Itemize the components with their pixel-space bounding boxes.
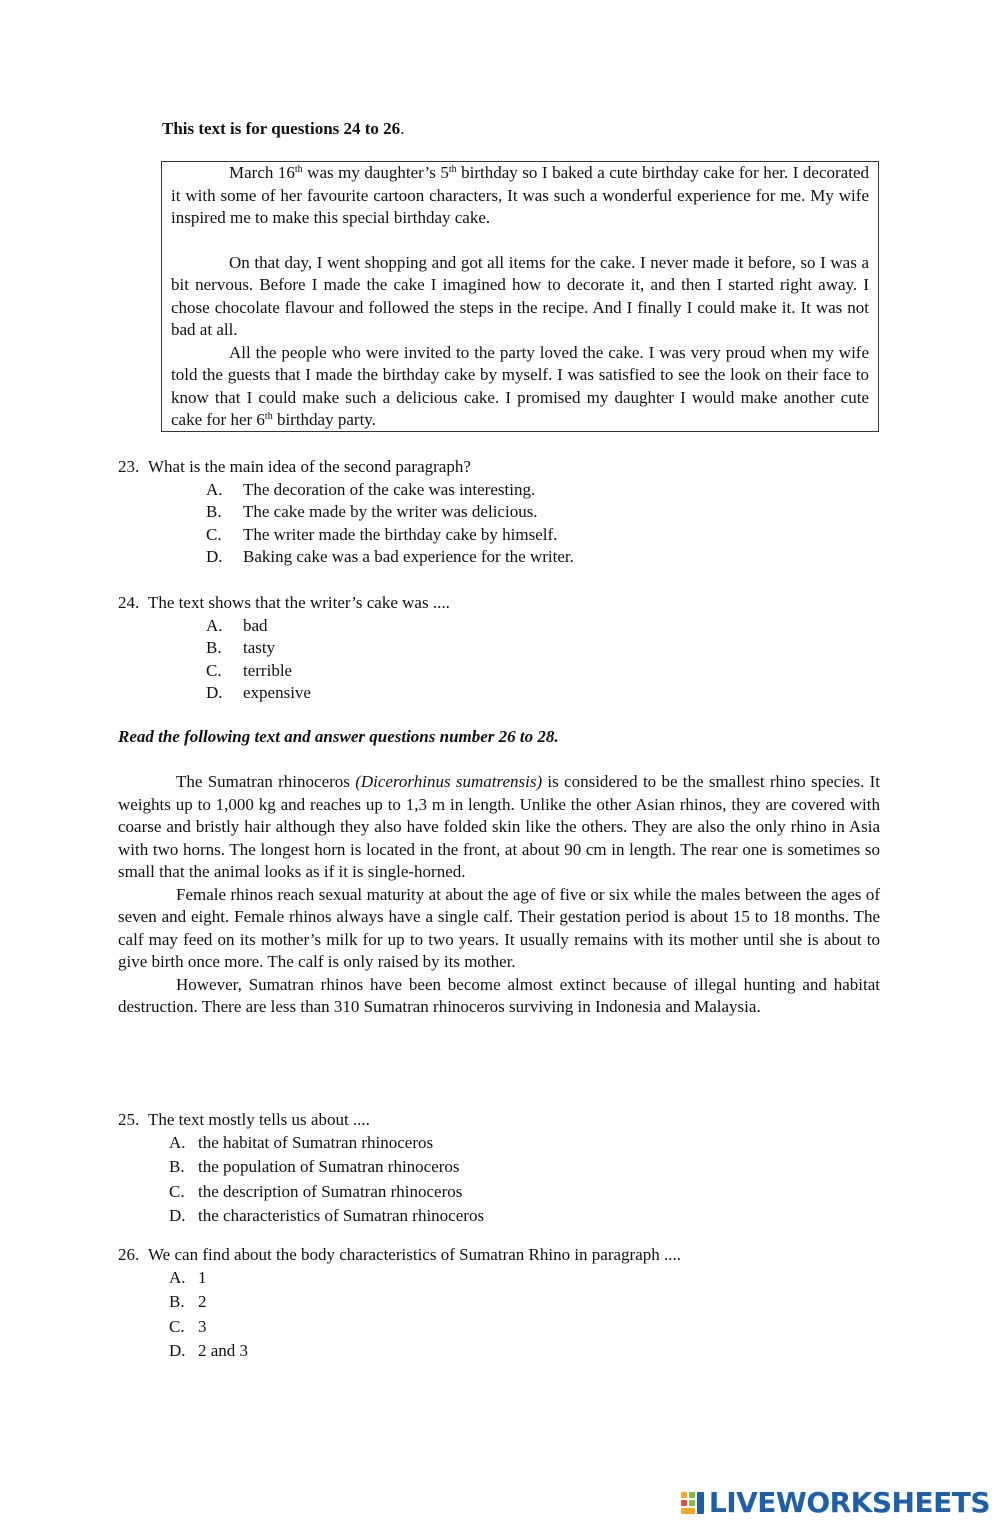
text2-paragraph-1: The Sumatran rhinoceros (Dicerorhinus sumatrensis) is considered to be the smallest rhino species. It weights up to 1,000 kg and reaches up to 1,3 m in length. Unlike the other Asian rhinos, they are covered with coarse and bristly hair although they also have folded skin like the others. They are also the only rhino in Asia with two horns. The longest horn is located in the front, at about 90 cm in length. The rear one is sometimes so small that the animal looks as if it is single-horned. <box>118 772 880 881</box>
question-stem: 25. The text mostly tells us about .... <box>118 1110 370 1129</box>
question-stem: 26. We can find about the body characteristics of Sumatran Rhino in paragraph .... <box>118 1245 682 1264</box>
text1-paragraph-1: March 16th was my daughter’s 5th birthday so I baked a cute birthday cake for her. I decorated it with some of her favourite cartoon characters, It was such a wonderful experience for me. My wife inspired me to make this special birthday cake. <box>171 163 869 227</box>
text2-heading: Read the following text and answer questions number 26 to 28. <box>118 727 559 746</box>
option-c[interactable]: C. terrible <box>206 660 293 680</box>
text1-heading: This text is for questions 24 to 26. <box>162 119 405 138</box>
question-24 <box>118 592 450 705</box>
option-a[interactable]: A. The decoration of the cake was interesting. <box>206 479 536 499</box>
question-stem: 23. What is the main idea of the second paragraph? <box>118 457 471 476</box>
option-d[interactable]: D. the characteristics of Sumatran rhinoceros <box>169 1206 485 1225</box>
option-c[interactable]: C. 3 <box>169 1316 207 1336</box>
liveworksheets-logo <box>680 1485 990 1519</box>
text2-body <box>118 771 880 1019</box>
option-b[interactable]: B. The cake made by the writer was delicious. <box>206 502 538 521</box>
option-d[interactable]: D. expensive <box>206 683 311 702</box>
question-26 <box>118 1244 681 1365</box>
text1-paragraph-3: All the people who were invited to the party loved the cake. I was very proud when my wife told the guests that I made the birthday cake by myself. I was satisfied to see the look on their face to know that I could make such a delicious cake. I promised my daughter I would make another cute cake for her 6th birthday party. <box>171 342 869 429</box>
option-c[interactable]: C. The writer made the birthday cake by himself. <box>206 524 558 544</box>
text2-paragraph-2: Female rhinos reach sexual maturity at about the age of five or six while the males between the ages of seven and eight. Female rhinos always have a single calf. Their gestation period is about 15 to 18 months. The calf may feed on its mother’s milk for up to two years. It usually remains with its mother until she is about to give birth once more. The calf is only raised by its mother. <box>118 884 880 971</box>
option-a[interactable]: A. bad <box>206 615 268 635</box>
option-d[interactable]: D. Baking cake was a bad experience for the writer. <box>206 547 574 566</box>
text1-paragraph-2: On that day, I went shopping and got all items for the cake. I never made it before, so I was a bit nervous. Before I made the cake I imagined how to decorate it, and then I started right away. I chose chocolate flavour and followed the steps in the recipe. And I finally I could make it. It was not bad at all. <box>171 252 869 339</box>
liveworksheets-logo-text: LIVEWORKSHEETS <box>708 1485 990 1519</box>
liveworksheets-logo-icon <box>680 1489 706 1517</box>
text2-paragraph-3: However, Sumatran rhinos have been become almost extinct because of illegal hunting and habitat destruction. There are less than 310 Sumatran rhinoceros surviving in Indonesia and Malaysia. <box>118 974 880 1016</box>
question-25 <box>118 1109 484 1230</box>
option-a[interactable]: A. the habitat of Sumatran rhinoceros <box>169 1132 434 1152</box>
question-stem: 24. The text shows that the writer’s cake was .... <box>118 593 450 612</box>
option-a[interactable]: A. 1 <box>169 1267 207 1287</box>
option-d[interactable]: D. 2 and 3 <box>169 1341 249 1360</box>
question-23 <box>118 456 574 569</box>
option-b[interactable]: B. 2 <box>169 1292 207 1311</box>
text1-box <box>161 161 879 432</box>
option-b[interactable]: B. tasty <box>206 638 276 657</box>
option-c[interactable]: C. the description of Sumatran rhinoceros <box>169 1181 463 1201</box>
option-b[interactable]: B. the population of Sumatran rhinoceros <box>169 1157 460 1176</box>
